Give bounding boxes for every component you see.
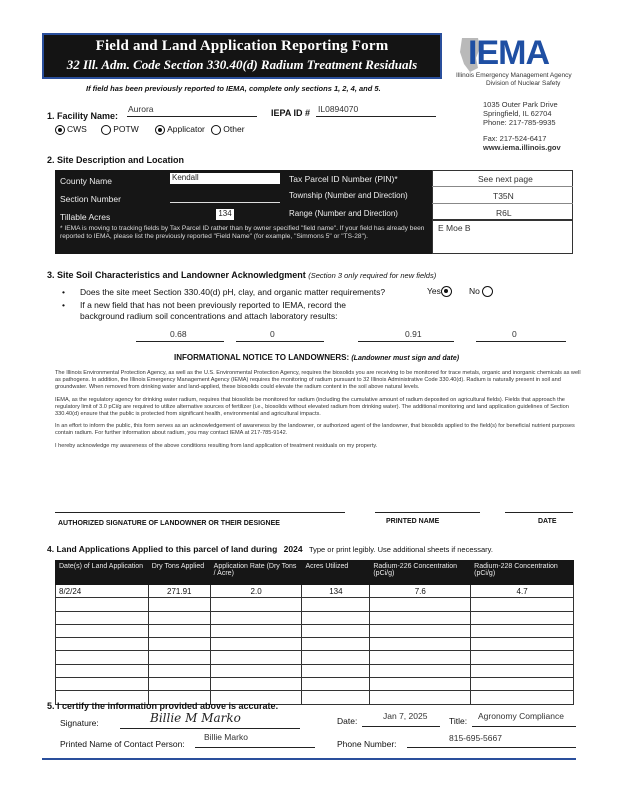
table-cell[interactable]: [302, 651, 370, 664]
address-line1: 1035 Outer Park Drive: [483, 100, 558, 109]
table-cell[interactable]: 7.6: [370, 585, 471, 598]
table-cell[interactable]: [302, 638, 370, 651]
column-header: Date(s) of Land Application: [56, 561, 149, 585]
table-cell[interactable]: [56, 611, 149, 624]
soil-value-3[interactable]: 0.91: [405, 329, 422, 339]
column-header: Radium-226 Concentration (pCi/g): [370, 561, 471, 585]
column-header: Acres Utilized: [302, 561, 370, 585]
column-header: Radium-228 Concentration (pCi/g): [471, 561, 574, 585]
logo-text: IEMA: [468, 34, 549, 72]
table-cell[interactable]: [370, 691, 471, 704]
table-cell[interactable]: [56, 638, 149, 651]
option-cws[interactable]: CWS: [55, 124, 87, 134]
yes-option[interactable]: Yes: [427, 286, 454, 297]
radio-icon[interactable]: [101, 125, 111, 135]
table-cell[interactable]: [210, 624, 302, 637]
table-cell[interactable]: 271.91: [148, 585, 210, 598]
table-cell[interactable]: [210, 678, 302, 691]
form-title: Field and Land Application Reporting Form: [95, 38, 389, 54]
table-cell[interactable]: [471, 638, 574, 651]
tillable-acres-value[interactable]: 134: [216, 209, 234, 220]
table-row: [56, 598, 574, 611]
instruction-text: If field has been previously reported to IEMA, complete only sections 1, 2, 4, and 5.: [86, 84, 381, 93]
soil-value-4[interactable]: 0: [512, 329, 517, 339]
table-cell[interactable]: 134: [302, 585, 370, 598]
option-applicator[interactable]: Applicator: [155, 124, 205, 134]
agency-division: Division of Nuclear Safety: [486, 80, 561, 87]
tillable-acres-label: Tillable Acres: [60, 212, 111, 222]
township-value[interactable]: T35N: [493, 191, 514, 201]
table-cell[interactable]: [471, 611, 574, 624]
table-row: [56, 651, 574, 664]
table-cell[interactable]: [56, 664, 149, 677]
table-cell[interactable]: [302, 598, 370, 611]
table-row: [56, 611, 574, 624]
table-cell[interactable]: [148, 611, 210, 624]
table-row: [56, 678, 574, 691]
address-line2: Springfield, IL 62704: [483, 109, 552, 118]
bullet-1: •: [62, 287, 65, 297]
table-cell[interactable]: [471, 624, 574, 637]
soil-value-2[interactable]: 0: [270, 329, 275, 339]
range-value[interactable]: R6L: [496, 208, 512, 218]
table-cell[interactable]: [370, 598, 471, 611]
date-label-s5: Date:: [337, 716, 358, 726]
radio-icon[interactable]: [482, 286, 493, 297]
table-cell[interactable]: [148, 598, 210, 611]
date-value[interactable]: Jan 7, 2025: [383, 711, 428, 721]
section3-label: 3. Site Soil Characteristics and Landowner Acknowledgment (Section 3 only required for new fields): [47, 270, 437, 280]
table-cell[interactable]: [56, 624, 149, 637]
landowner-signature-label: AUTHORIZED SIGNATURE OF LANDOWNER OR THEIR DESIGNEE: [58, 520, 280, 527]
table-header-row: [56, 561, 574, 585]
bullet-2: •: [62, 300, 65, 310]
form-title-banner: [42, 33, 442, 79]
option-potw[interactable]: POTW: [101, 124, 139, 134]
township-label: Township (Number and Direction): [289, 191, 408, 200]
table-cell[interactable]: [370, 611, 471, 624]
iepa-id-label: IEPA ID #: [271, 108, 311, 118]
iema-logo: [456, 34, 586, 74]
table-cell[interactable]: [370, 638, 471, 651]
radio-icon[interactable]: [441, 286, 452, 297]
range-label: Range (Number and Direction): [289, 209, 398, 218]
land-applications-table: [55, 560, 574, 705]
table-cell[interactable]: [302, 664, 370, 677]
signature-value[interactable]: Billie M Marko: [150, 711, 241, 725]
section-number-value[interactable]: [170, 192, 280, 203]
notice-body: [55, 370, 585, 455]
county-value[interactable]: Kendall: [170, 173, 280, 184]
printed-name-contact-value[interactable]: Billie Marko: [204, 732, 248, 742]
soil-requirement-question: Does the site meet Section 330.40(d) pH, clay, and organic matter requirements?: [80, 287, 386, 297]
column-header: Application Rate (Dry Tons / Acre): [210, 561, 302, 585]
field-name-note: * IEMA is moving to tracking fields by Tax Parcel ID rather than by owner specified "field name". If your field has already been reported to IEMA, please list the previously reported "Field Name" (for example, "Simmons 5" or "TS-28").: [60, 225, 425, 241]
section4-label: 4. Land Applications Applied to this parcel of land during 2024 Type or print legibly. Use additional sheets if necessary.: [47, 544, 493, 554]
column-header: Dry Tons Applied: [148, 561, 210, 585]
table-cell[interactable]: 2.0: [210, 585, 302, 598]
background-radium-question: If a new field that has not been previously reported to IEMA, record the background radium soil concentrations and attach laboratory results:: [80, 300, 347, 321]
table-cell[interactable]: [471, 664, 574, 677]
iepa-id-value[interactable]: IL0894070: [318, 104, 359, 114]
table-cell[interactable]: [302, 691, 370, 704]
facility-type-group: [55, 124, 245, 135]
table-row: [56, 585, 574, 598]
table-cell[interactable]: [210, 664, 302, 677]
no-option[interactable]: No: [469, 286, 495, 297]
table-cell[interactable]: [148, 678, 210, 691]
table-cell[interactable]: [210, 611, 302, 624]
radio-icon[interactable]: [211, 125, 221, 135]
printed-name-label: PRINTED NAME: [386, 518, 440, 525]
phone-label: Phone Number:: [337, 739, 397, 749]
soil-value-1[interactable]: 0.68: [170, 329, 187, 339]
signature-label: Signature:: [60, 718, 99, 728]
title-value[interactable]: Agronomy Compliance: [478, 711, 564, 721]
agency-name: Illinois Emergency Management Agency: [456, 72, 572, 79]
table-cell[interactable]: [370, 651, 471, 664]
table-cell[interactable]: [302, 611, 370, 624]
table-cell[interactable]: [471, 598, 574, 611]
printed-name-contact-label: Printed Name of Contact Person:: [60, 739, 185, 749]
table-cell[interactable]: [148, 664, 210, 677]
phone-value[interactable]: 815-695-5667: [449, 733, 502, 743]
table-cell[interactable]: [471, 651, 574, 664]
radio-icon[interactable]: [155, 125, 165, 135]
agency-phone: Phone: 217-785-9935: [483, 118, 556, 127]
table-cell[interactable]: [302, 624, 370, 637]
option-other[interactable]: Other: [211, 124, 244, 134]
table-cell[interactable]: [148, 624, 210, 637]
table-cell[interactable]: [471, 678, 574, 691]
table-cell[interactable]: [210, 638, 302, 651]
footer-divider: [42, 758, 576, 760]
facility-name-value[interactable]: Aurora: [128, 104, 154, 114]
table-row: [56, 624, 574, 637]
notice-paragraph-3: In an effort to inform the public, this form serves as an acknowledgement of awareness by the landowner, or authorized agent of the landowner, that biosolids applied to the field(s) for beneficial nutrient purposes contain radium. For further information about radium, you may contact IEMA at 217-785-9142.: [55, 423, 575, 437]
table-cell[interactable]: [471, 691, 574, 704]
table-cell[interactable]: [148, 651, 210, 664]
date-label: DATE: [538, 518, 557, 525]
table-cell[interactable]: [56, 651, 149, 664]
title-label: Title:: [449, 716, 468, 726]
section2-label: 2. Site Description and Location: [47, 155, 185, 165]
notice-paragraph-1: The Illinois Environmental Protection Agency, as well as the U.S. Environmental Protection Agency, requires the biosolids you are receiving to be monitored for trace metals, organic and inorganic chemicals as well as pathogens. In addition, the Illinois Emergency Management Agency (IEMA) requires the monitoring of radium pursuant to 32 Illinois Administrative Code 330.40(d). Radium is naturally present in soil and groundwater. When removed from drinking water and land-applied, these biosolids could elevate the radium content in the soil above natural levels.: [55, 370, 581, 391]
table-cell[interactable]: [302, 678, 370, 691]
table-cell[interactable]: [148, 638, 210, 651]
section-number-label: Section Number: [60, 194, 121, 204]
table-cell[interactable]: [370, 678, 471, 691]
table-row: [56, 664, 574, 677]
agency-website: www.iema.illinois.gov: [483, 143, 561, 152]
notice-paragraph-2: IEMA, as the regulatory agency for drinking water radium, requires that biosolids be monitored for radium (including the cumulative amount of radium deposited on agricultural fields). Fields that approach the regulatory limit of 3.0 pCi/g are required to utilize alternative sources of fertilizer (i.e., biosolids without elevated radium from drinking water). The additional monitoring and land application guidelines of Section 330.40(d) ensure that the public is protected from significant health, environmental and agricultural impacts.: [55, 396, 569, 418]
table-cell[interactable]: [370, 664, 471, 677]
notice-heading: INFORMATIONAL NOTICE TO LANDOWNERS: (Landowner must sign and date): [174, 353, 460, 362]
form-subtitle: 32 Ill. Adm. Code Section 330.40(d) Radium Treatment Residuals: [66, 57, 418, 72]
notice-paragraph-4: I hereby acknowledge my awareness of the above conditions resulting from land application of treatment residuals on my property.: [55, 442, 378, 449]
field-name-value[interactable]: E Moe B: [438, 223, 471, 233]
section1-label: 1. Facility Name:: [47, 111, 119, 121]
table-cell[interactable]: [56, 678, 149, 691]
table-row: [56, 638, 574, 651]
section5-label: 5. I certify the information provided above is accurate.: [47, 701, 279, 711]
pin-label: Tax Parcel ID Number (PIN)*: [289, 174, 398, 184]
table-cell[interactable]: [210, 651, 302, 664]
radio-icon[interactable]: [55, 125, 65, 135]
table-cell[interactable]: 8/2/24: [56, 585, 149, 598]
table-cell[interactable]: [56, 598, 149, 611]
agency-fax: Fax: 217-524-6417: [483, 134, 547, 143]
pin-value[interactable]: See next page: [478, 174, 533, 184]
county-label: County Name: [60, 176, 112, 186]
table-cell[interactable]: [210, 598, 302, 611]
table-cell[interactable]: 4.7: [471, 585, 574, 598]
table-cell[interactable]: [370, 624, 471, 637]
